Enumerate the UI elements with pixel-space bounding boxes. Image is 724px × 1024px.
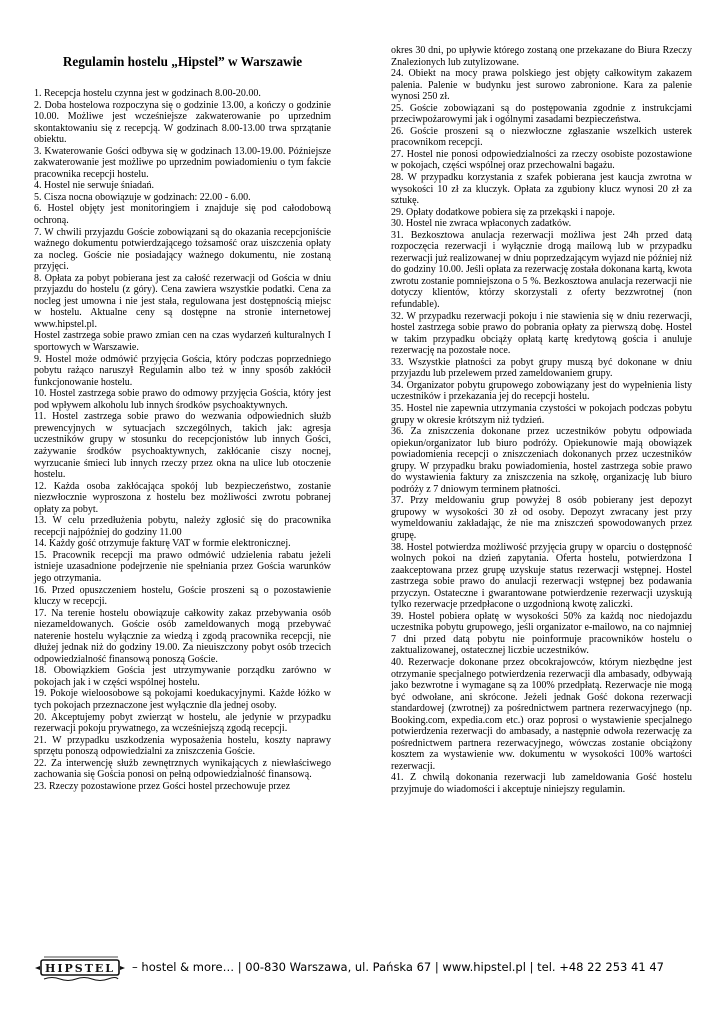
rule-paragraph: okres 30 dni, po upływie którego zostaną one przekazane do Biura Rzeczy Znalezionych lub zutylizowane.	[391, 45, 692, 68]
rule-paragraph: 41. Z chwilą dokonania rezerwacji lub zameldowania Gość hostelu przyjmuje do wiadomości i akceptuje niniejszy regulamin.	[391, 772, 692, 795]
rule-paragraph: 20. Akceptujemy pobyt zwierząt w hostelu, ale jedynie w przypadku rezerwacji pokoju prywatnego, za wcześniejszą zgodą recepcji.	[34, 711, 331, 735]
hipstel-logo-icon	[34, 952, 126, 984]
rule-paragraph: 10. Hostel zastrzega sobie prawo do odmowy przyjęcia Gościa, który jest pod wpływem alkoholu lub innych środków psychoaktywnych.	[34, 388, 331, 411]
rule-paragraph: Hostel zastrzega sobie prawo zmian cen na czas wydarzeń kulturalnych I sportowych w Warszawie.	[34, 330, 331, 354]
right-column	[391, 45, 692, 796]
rule-paragraph: 13. W celu przedłużenia pobytu, należy zgłosić się do pracownika recepcji najpóźniej do godziny 11.00	[34, 515, 331, 538]
rule-paragraph: 36. Za zniszczenia dokonane przez uczestników pobytu odpowiada opiekun/organizator lub biuro podróży. Opiekunowie mają obowiązek powiadomienia recepcji o zniszczeniach dokonanych przez uczestników grupy. W przypadku braku powiadomienia, hostel zastrzega sobie prawo do wystawienia faktury za zniszczenia na szkołę, organizację lub biuro podróży z 7 dniowym terminem płatności.	[391, 426, 692, 495]
rule-paragraph: 4. Hostel nie serwuje śniadań.	[34, 180, 154, 192]
rule-paragraph: 6. Hostel objęty jest monitoringiem i znajduje się pod całodobową ochroną.	[34, 203, 331, 227]
rule-paragraph: 33. Wszystkie płatności za pobyt grupy muszą być dokonane w dniu przyjazdu lub przelewem przed zameldowaniem grupy.	[391, 356, 692, 380]
footer	[34, 952, 714, 984]
rule-paragraph: 16. Przed opuszczeniem hostelu, Goście proszeni są o pozostawienie kluczy w recepcji.	[34, 584, 331, 608]
rule-paragraph: 8. Opłata za pobyt pobierana jest za całość rezerwacji od Gościa w dniu przyjazdu do hostelu (z góry). Cena zawiera wszystkie podatki. Cena za nocleg jest umowna i nie jest stała, regulowana jest dostępnością miejsc w hostelu. Aktualne ceny są dostępne na stronie internetowej www.hipstel.pl.	[34, 272, 331, 330]
rule-paragraph: 18. Obowiązkiem Gościa jest utrzymywanie porządku zarówno w pokojach jak i w części wspólnej hostelu.	[34, 665, 331, 688]
rule-paragraph: 7. W chwili przyjazdu Goście zobowiązani są do okazania recepcjoniście ważnego dokumentu potwierdzającego tożsamość oraz uiszczenia opłaty za nocleg. Goście nie posiadający ważnego dokumentu, nie zostaną przyjęci.	[34, 226, 331, 273]
rule-paragraph: 15. Pracownik recepcji ma prawo odmówić udzielenia rabatu jeżeli istnieje uzasadnione podejrzenie nie spełniania przez Gościa warunków jego otrzymania.	[34, 549, 331, 584]
rule-paragraph: 9. Hostel może odmówić przyjęcia Gościa, który podczas poprzedniego pobytu rażąco naruszył Regulamin albo też w inny sposób zakłócił funkcjonowanie hostelu.	[34, 353, 331, 388]
rule-paragraph: 35. Hostel nie zapewnia utrzymania czystości w pokojach podczas pobytu grupy w okresie krótszym niż tydzień.	[391, 402, 692, 426]
rule-paragraph: 29. Opłaty dodatkowe pobiera się za przekąski i napoje.	[391, 206, 615, 218]
rule-paragraph: 32. W przypadku rezerwacji pokoju i nie stawienia się w dniu rezerwacji, hostel zastrzega sobie prawo do pobrania opłaty za pierwszą dobę. Hostel w takim przypadku obciąży opłatą kartę kredytową gościa i anuluje rezerwację na pozostałe noce.	[391, 310, 692, 357]
rule-paragraph: 26. Goście proszeni są o niezwłoczne zgłaszanie wszelkich usterek pracownikom recepcji.	[391, 125, 692, 149]
rule-paragraph: 5. Cisza nocna obowiązuje w godzinach: 22.00 - 6.00.	[34, 191, 251, 203]
rule-paragraph: 14. Każdy gość otrzymuje fakturę VAT w formie elektronicznej.	[34, 538, 291, 550]
rule-paragraph: 11. Hostel zastrzega sobie prawo do wezwania odpowiednich służb prewencyjnych w sytuacjach szczególnych, takich jak: agresja uczestników grupy w stosunku do recepcjonistów lub innych Gości, zażywanie środków psychoaktywnych, zakłócanie ciszy nocnej, wyrzucanie śmieci lub innych rzeczy przez okna na ulice lub otoczenie hostelu.	[34, 411, 331, 481]
rule-paragraph: 2. Doba hostelowa rozpoczyna się o godzinie 13.00, a kończy o godzinie 10.00. Możliwe jest wcześniejsze zakwaterowanie po uprzednim skontaktowaniu się z recepcją. W godzinach 8.00-13.00 trwa sprzątanie obiektu.	[34, 99, 331, 146]
rule-paragraph: 17. Na terenie hostelu obowiązuje całkowity zakaz przebywania osób niezameldowanych. Goście osób zameldowanych mogą przebywać naterenie hostelu wyłącznie za wiedzą i zgodą pracownika recepcji, nie dłużej jednak niż do godziny 19.00. Za nieuiszczony pobyt osób trzecich odpowiedzialność finansową ponoszą Goście.	[34, 607, 331, 665]
rule-paragraph: 22. Za interwencję służb zewnętrznych wynikających z niewłaściwego zachowania się Gościa ponosi on pełną odpowiedzialność finansową.	[34, 757, 331, 781]
rule-paragraph: 1. Recepcja hostelu czynna jest w godzinach 8.00-20.00.	[34, 88, 261, 99]
rule-paragraph: 25. Goście zobowiązani są do postępowania zgodnie z instrukcjami przeciwpożarowymi jak i ogólnymi zasadami bezpieczeństwa.	[391, 102, 692, 126]
right-paragraphs	[391, 45, 692, 796]
rule-paragraph: 40. Rezerwacje dokonane przez obcokrajowców, którym niezbędne jest otrzymanie specjalnego potwierdzenia rezerwacji dla ambasady, odbywają jako bezwrotne i wymagane są za 100% przedpłatą. Rezerwacje nie mogą być odwołane, ani skrócone. Jeżeli jednak Gość dokona rezerwacji standardowej (zwrotnej) za pośrednictwem partnera rezerwacyjnego (np. Booking.com, expedia.com etc.) oraz poprosi o wystawienie specjalnego potwierdzenia rezerwacji do ambasady, a następnie odwoła rezerwację za pośrednictwem partnera rezerwacyjnego, wówczas zostanie obciążony kosztem za wystawienie ww. dokumentu w wysokości 100% wartości rezerwacji.	[391, 656, 692, 772]
rule-paragraph: 28. W przypadku korzystania z szafek pobierana jest kaucja zwrotna w wysokości 10 zł za kluczyk. Opłata za zgubiony klucz wynosi 20 zł za sztukę.	[391, 172, 692, 207]
rule-paragraph: 3. Kwaterowanie Gości odbywa się w godzinach 13.00-19.00. Późniejsze zakwaterowanie jest możliwe po uprzednim powiadomieniu o tym fakcie pracownika recepcji hostelu.	[34, 145, 331, 180]
rule-paragraph: 37. Przy meldowaniu grup powyżej 8 osób pobierany jest depozyt grupowy w wysokości 30 zł od osoby. Depozyt zwracany jest przy wymeldowaniu zakładając, że nie ma zniszczeń spowodowanych przez grupę.	[391, 495, 692, 541]
left-paragraphs	[34, 88, 331, 792]
rule-paragraph: 31. Bezkosztowa anulacja rezerwacji możliwa jest 24h przed datą rozpoczęcia rezerwacji i wyłącznie drogą mailową lub w przypadku rezerwacji już realizowanej w dniu poprzedzającym wyjazd nie później niż do godziny 10.00. Jeśli opłata za rezerwację została dokonana kartą, kwota zwrotu zostanie pomniejszona o 5 %. Bezkosztowa anulacja rezerwacji nie dotyczy klientów, którzy skorzystali z oferty bezzwrotnej (non refundable).	[391, 229, 692, 311]
document-title: Regulamin hostelu „Hipstel” w Warszawie	[62, 54, 303, 69]
rule-paragraph: 23. Rzeczy pozostawione przez Gości hostel przechowuje przez	[34, 780, 291, 792]
rule-paragraph: 39. Hostel pobiera opłatę w wysokości 50% za każdą noc niedojazdu uczestnika pobytu grupowego, jeśli organizator e-mailowo, na co najmniej 7 dni przed datą pobytu nie poinformuje pracowników hostelu o zaktualizowanej, ostatecznej liczbie uczestników.	[391, 610, 692, 657]
left-column	[34, 44, 331, 792]
rule-paragraph: 12. Każda osoba zakłócająca spokój lub bezpieczeństwo, zostanie niezwłocznie wyproszona z hostelu bez możliwości zwrotu pobranej opłaty za pobyt.	[34, 480, 331, 515]
rule-paragraph: 34. Organizator pobytu grupowego zobowiązany jest do wypełnienia listy uczestników i przekazania jej do recepcji hostelu.	[391, 379, 692, 403]
rule-paragraph: 27. Hostel nie ponosi odpowiedzialności za rzeczy osobiste pozostawione w pokojach, części wspólnej oraz przechowalni bagażu.	[391, 148, 692, 172]
rule-paragraph: 38. Hostel potwierdza możliwość przyjęcia grupy w oparciu o dostępność wolnych pokoi na dzień zapytania. Oferta hostelu, potwierdzona I zaakceptowana przez grupę uzyskuje status rezerwacji wstępnej. Hostel zastrzega sobie prawo do anulacji rezerwacji wstępnej bez podawania przyczyn. Ostateczne i gwarantowane potwierdzenie rezerwacji uzyskują tylko rezerwacje przedpłacone o uzgodnioną kwotę zaliczki.	[391, 541, 692, 611]
rule-paragraph: 24. Obiekt na mocy prawa polskiego jest objęty całkowitym zakazem palenia. Palenie w budynku jest surowo zabronione. Kara za palenie wynosi 250 zł.	[391, 68, 692, 103]
rule-paragraph: 30. Hostel nie zwraca wpłaconych zadatków.	[391, 218, 572, 230]
footer-contact: – hostel & more… | 00-830 Warszawa, ul. Pańska 67 | www.hipstel.pl | tel. +48 22 253 41 47	[132, 960, 664, 975]
rule-paragraph: 19. Pokoje wieloosobowe są pokojami koedukacyjnymi. Każde łóżko w tych pokojach przeznaczone jest wyłącznie dla jednej osoby.	[34, 688, 331, 711]
logo-text: HIPSTEL	[44, 962, 116, 975]
rule-paragraph: 21. W przypadku uszkodzenia wyposażenia hostelu, koszty naprawy sprzętu ponoszą odpowiedzialni za zniszczenia Goście.	[34, 734, 331, 758]
